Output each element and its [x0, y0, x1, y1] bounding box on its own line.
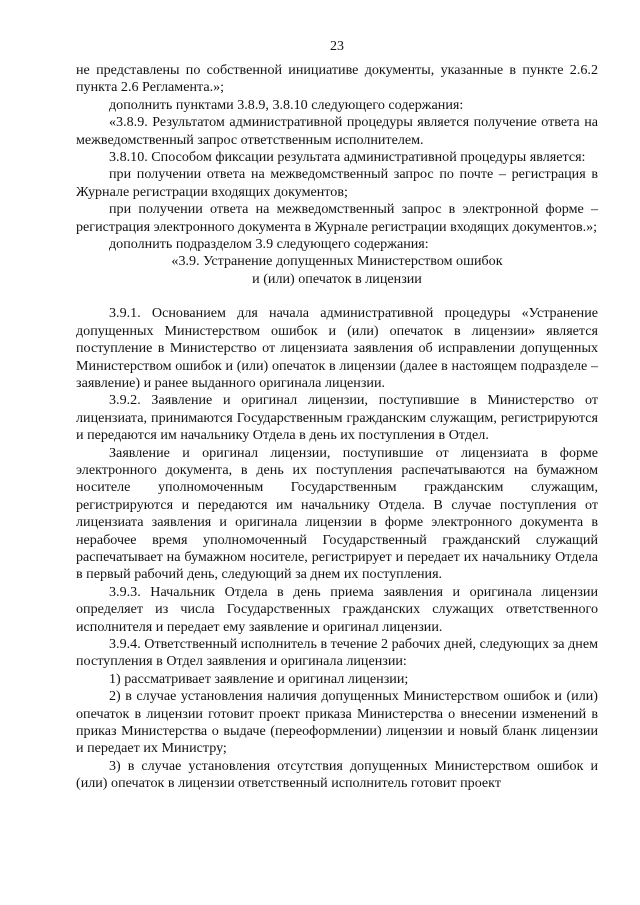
paragraph: 3) в случае установления отсутствия допущенных Министерством ошибок и (или) опечаток в лицензии ответственный исполнитель готовит проект — [76, 757, 598, 792]
paragraph: дополнить подразделом 3.9 следующего содержания: — [109, 236, 429, 253]
paragraph: 3.8.10. Способом фиксации результата административной процедуры является: — [109, 149, 586, 166]
paragraph: не представлены по собственной инициативе документы, указанные в пункте 2.6.2 пункта 2.6 Регламента.»; — [76, 62, 598, 96]
section-heading-line-2: и (или) опечаток в лицензии — [252, 270, 422, 287]
paragraph: 3.9.1. Основанием для начала административной процедуры «Устранение допущенных Министерством ошибок и (или) опечаток в лицензии» является поступление в Министерство от лицензиата заявления об исправлении допущенных Министерством ошибок и (или) опечаток в лицензии (далее в настоящем подразделе – заявление) и ранее выданного оригинала лицензии. — [76, 305, 598, 391]
paragraph: при получении ответа на межведомственный запрос в электронной форме – регистрация электронного документа в Журнале регистрации входящих документов.»; — [76, 201, 598, 235]
paragraph: «3.8.9. Результатом административной процедуры является получение ответа на межведомственный запрос ответственным исполнителем. — [76, 114, 598, 148]
page-number: 23 — [330, 39, 344, 54]
document-page — [76, 0, 598, 905]
document-body — [76, 62, 598, 793]
paragraph: 1) рассматривает заявление и оригинал лицензии; — [109, 670, 409, 687]
paragraph: 3.9.3. Начальник Отдела в день приема заявления и оригинала лицензии определяет из числа Государственных гражданских служащих ответственного исполнителя и передает ему заявление и оригинал лицензии. — [76, 583, 598, 635]
paragraph: Заявление и оригинал лицензии, поступившие от лицензиата в форме электронного документа, в день их поступления распечатываются на бумажном носителе уполномоченным Государственным гражданским служащим, регистрируются и передаются им начальнику Отдела. В случае поступления от лицензиата заявления и оригинала лицензии в форме электронного документа в нерабочее время уполномоченный Государственный гражданский служащий распечатывает на бумажном носителе, регистрирует и передает их начальнику Отдела в первый рабочий день, следующий за днем их поступления. — [76, 444, 598, 583]
paragraph: 3.9.4. Ответственный исполнитель в течение 2 рабочих дней, следующих за днем поступления в Отдел заявления и оригинала лицензии: — [76, 636, 598, 670]
paragraph: 3.9.2. Заявление и оригинал лицензии, поступившие в Министерство от лицензиата, принимаются Государственным гражданским служащим, регистрируются и передаются им начальнику Отдела в день их поступления в Отдел. — [76, 392, 598, 444]
paragraph: 2) в случае установления наличия допущенных Министерством ошибок и (или) опечаток в лицензии готовит проект приказа Министерства о внесении изменений в приказ Министерства о выдаче (переоформлении) лицензии и новый бланк лицензии и передает их Министру; — [76, 688, 598, 757]
paragraph: дополнить пунктами 3.8.9, 3.8.10 следующего содержания: — [109, 96, 464, 113]
paragraph: при получении ответа на межведомственный запрос по почте – регистрация в Журнале регистрации входящих документов; — [76, 166, 598, 200]
section-heading-line-1: «3.9. Устранение допущенных Министерством ошибок — [171, 253, 503, 270]
spacer — [76, 288, 598, 305]
